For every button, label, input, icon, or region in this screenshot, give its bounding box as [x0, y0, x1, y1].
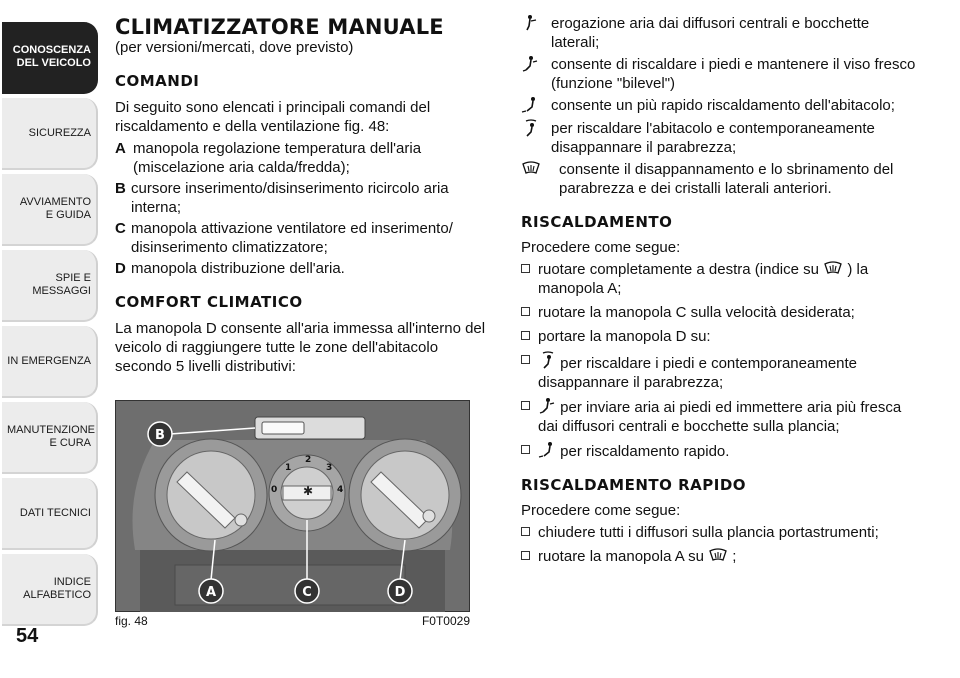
bilevel-icon: [521, 55, 539, 73]
figure-48-climate-panel: [115, 400, 470, 612]
callout-b: [148, 422, 172, 446]
knob-a: [155, 439, 267, 551]
face-vent-icon: [521, 14, 539, 32]
climate-panel-illustration: [115, 400, 470, 612]
heading-riscaldamento-rapido: RISCALDAMENTO RAPIDO: [521, 476, 747, 494]
tab-conoscenza-del-veicolo[interactable]: CONOSCENZA DEL VEICOLO: [2, 22, 98, 94]
checkbox-bullet-icon: [521, 307, 530, 316]
list-item: portare la manopola D su:: [521, 327, 921, 346]
list-item: per riscaldare i piedi e contemporaneamente disappannare il parabrezza;: [521, 351, 921, 392]
svg-text:0: 0: [271, 485, 278, 495]
tab-sicurezza[interactable]: SICUREZZA: [2, 98, 98, 170]
callout-c: [295, 579, 319, 603]
riscaldamento-steps: [521, 260, 921, 461]
figure-code: F0T0029: [421, 614, 470, 628]
list-item: per riscaldamento rapido.: [521, 441, 921, 461]
figure-caption: [115, 614, 470, 628]
heading-riscaldamento: RISCALDAMENTO: [521, 213, 673, 231]
svg-text:4: 4: [337, 485, 344, 495]
controls-list: [115, 139, 495, 278]
svg-text:D: D: [394, 585, 406, 600]
callout-d: [388, 579, 412, 603]
tab-avviamento-e-guida[interactable]: AVVIAMENTO E GUIDA: [2, 174, 98, 246]
tab-indice-alfabetico[interactable]: INDICE ALFABETICO: [2, 554, 98, 626]
list-item: ruotare completamente a destra (indice su ) la manopola A;: [521, 260, 921, 298]
distribution-item-feet: consente un più rapido riscaldamento dell'abitacolo;: [521, 96, 921, 116]
feet-defrost-icon: [538, 351, 556, 371]
tab-manutenzione-e-cura[interactable]: MANUTENZIONE E CURA: [2, 402, 98, 474]
knob-c: [269, 455, 345, 531]
knob-d: [349, 439, 461, 551]
control-item-b: B cursore inserimento/disinserimento ricircolo aria interna;: [115, 180, 449, 216]
checkbox-bullet-icon: [521, 331, 530, 340]
comfort-text: La manopola D consente all'aria immessa all'interno del veicolo di raggiungere tutte le zone dell'abitacolo secondo 5 livelli distributivi:: [115, 320, 486, 375]
bilevel-icon: [538, 397, 556, 415]
feet-defrost-icon: [521, 119, 539, 139]
tab-dati-tecnici[interactable]: DATI TECNICI: [2, 478, 98, 550]
list-item: ruotare la manopola A su ;: [521, 547, 921, 566]
checkbox-bullet-icon: [521, 264, 530, 273]
windshield-defrost-icon: [521, 161, 541, 177]
callout-a: [199, 579, 223, 603]
comandi-intro: Di seguito sono elencati i principali comandi del riscaldamento e della ventilazione fig. 48:: [115, 99, 431, 135]
distribution-item-face: erogazione aria dai diffusori centrali e bocchette laterali;: [521, 14, 921, 52]
distribution-item-feet-defrost: per riscaldare l'abitacolo e contemporaneamente disappannare il parabrezza;: [521, 119, 921, 157]
feet-icon: [538, 441, 556, 459]
control-item-c: C manopola attivazione ventilatore ed inserimento/ disinserimento climatizzatore;: [115, 220, 453, 256]
rapido-steps: [521, 523, 921, 566]
svg-text:A: A: [205, 585, 217, 600]
svg-text:3: 3: [326, 463, 333, 473]
distribution-item-windshield: consente il disappannamento e lo sbrinamento del parabrezza e dei cristalli laterali anteriori.: [521, 160, 921, 198]
checkbox-bullet-icon: [521, 401, 530, 410]
tab-in-emergenza[interactable]: IN EMERGENZA: [2, 326, 98, 398]
figure-number: fig. 48: [115, 614, 148, 628]
svg-text:B: B: [155, 428, 165, 443]
feet-icon: [521, 96, 539, 114]
right-column: [521, 14, 921, 566]
checkbox-bullet-icon: [521, 551, 530, 560]
svg-text:2: 2: [305, 455, 312, 465]
page-title: CLIMATIZZATORE MANUALE: [115, 15, 444, 39]
rapido-intro: Procedere come segue:: [521, 502, 681, 519]
checkbox-bullet-icon: [521, 527, 530, 536]
page-subtitle: (per versioni/mercati, dove previsto): [115, 39, 354, 56]
checkbox-bullet-icon: [521, 355, 530, 364]
list-item: ruotare la manopola C sulla velocità desiderata;: [521, 303, 921, 322]
control-item-a: A manopola regolazione temperatura dell'aria (miscelazione aria calda/fredda);: [115, 140, 422, 176]
heading-comandi: COMANDI: [115, 72, 200, 90]
svg-text:C: C: [302, 585, 312, 600]
left-column: [115, 14, 495, 376]
checkbox-bullet-icon: [521, 445, 530, 454]
control-item-d: D manopola distribuzione dell'aria.: [115, 260, 345, 277]
svg-text:1: 1: [285, 463, 292, 473]
heading-comfort-climatico: COMFORT CLIMATICO: [115, 293, 303, 311]
tab-spie-e-messaggi[interactable]: SPIE E MESSAGGI: [2, 250, 98, 322]
list-item: per inviare aria ai piedi ed immettere aria più fresca dai diffusori centrali e bocchette sulla plancia;: [521, 397, 921, 436]
windshield-defrost-icon: [823, 261, 843, 277]
svg-text:✱: ✱: [303, 484, 314, 498]
list-item: chiudere tutti i diffusori sulla plancia portastrumenti;: [521, 523, 921, 542]
riscaldamento-intro: Procedere come segue:: [521, 239, 681, 256]
distribution-list: [521, 14, 921, 198]
distribution-item-bilevel: consente di riscaldare i piedi e mantenere il viso fresco (funzione "bilevel"): [521, 55, 921, 93]
page-number: 54: [16, 625, 39, 647]
windshield-defrost-icon: [708, 548, 728, 564]
